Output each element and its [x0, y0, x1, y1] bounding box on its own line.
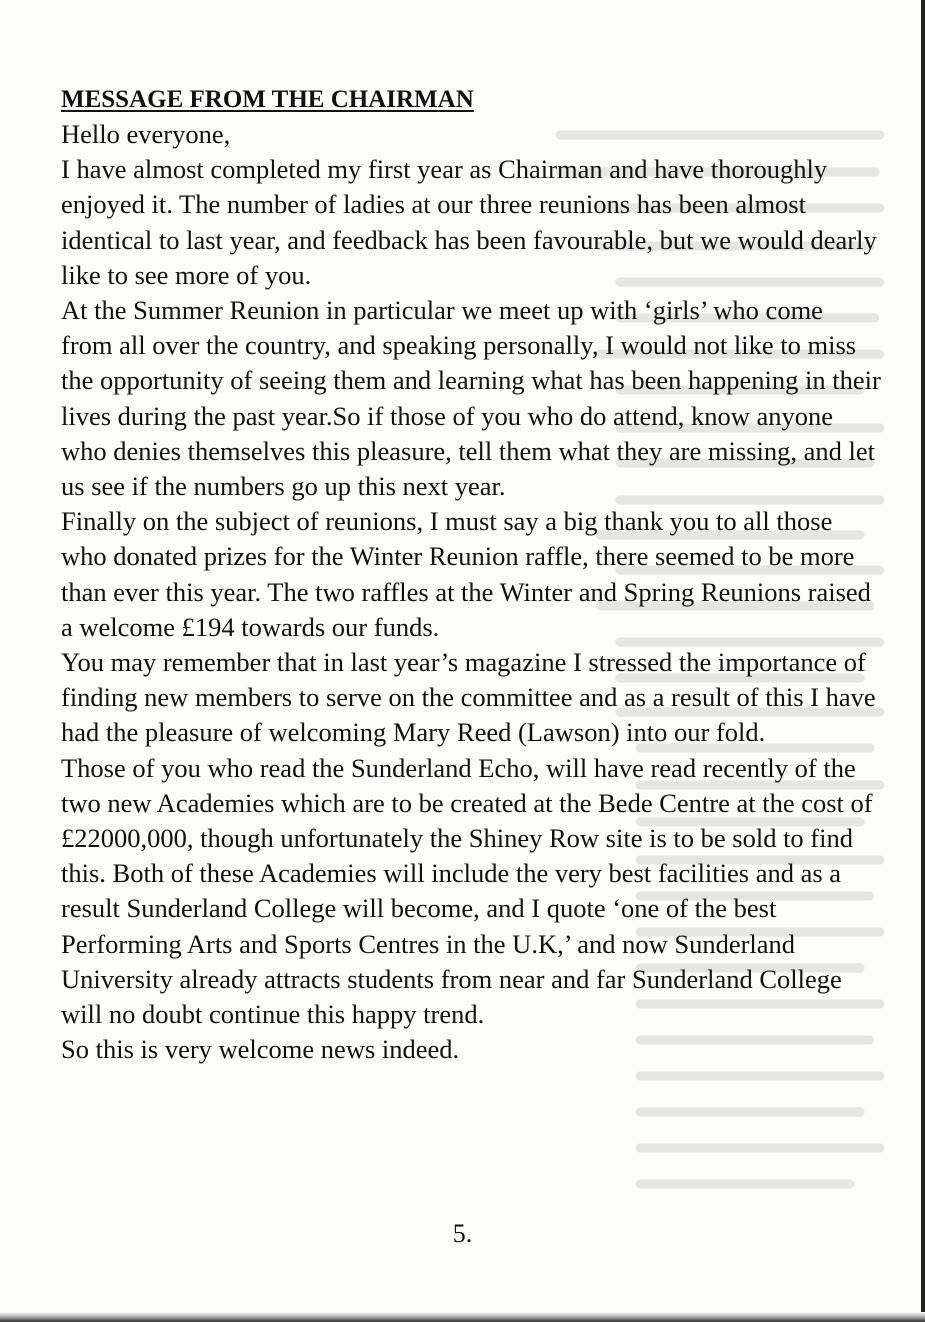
paragraph-first-year: I have almost completed my first year as Chairman and have thoroughly enjoyed it. The number of ladies at our three reunions has been almost identical to last year, and feedback has been favourable, but we would dearly like to see more of you.	[61, 154, 877, 290]
paragraph-committee: You may remember that in last year’s magazine I stressed the importance of finding new members to serve on the committee and as a result of this I have had the pleasure of welcoming Mary Reed (Lawson) into our fold.	[61, 647, 876, 748]
scan-edge-right	[921, 0, 925, 1322]
greeting-line: Hello everyone,	[61, 119, 231, 149]
page-title: MESSAGE FROM THE CHAIRMAN	[61, 86, 474, 113]
scan-edge-bottom	[0, 1312, 925, 1322]
paragraph-closing: So this is very welcome news indeed.	[61, 1034, 460, 1065]
message-body	[61, 82, 881, 1067]
paragraph-summer-reunion: At the Summer Reunion in particular we meet up with ‘girls’ who come from all over the country, and speaking personally, I would not like to miss the opportunity of seeing them and learning what has been happening in their lives during the past year.So if those of you who do attend, know anyone who denies themselves this pleasure, tell them what they are missing, and let us see if the numbers go up this next year.	[61, 295, 881, 502]
page-number: 5.	[452, 1219, 473, 1248]
paragraph-academies: Those of you who read the Sunderland Echo, will have read recently of the two new Academies which are to be created at the Bede Centre at the cost of £22000,000, though unfortunately the Shiney Row site is to be sold to find this. Both of these Academies will include the very best facilities and as a result Sunderland College will become, and I quote ‘one of the best Performing Arts and Sports Centres in the U.K,’ and now Sunderland University already attracts students from near and far Sunderland College will no doubt continue this happy trend.	[61, 752, 873, 1030]
paragraph-raffle: Finally on the subject of reunions, I must say a big thank you to all those who donated prizes for the Winter Reunion raffle, there seemed to be more than ever this year. The two raffles at the Winter and Spring Reunions raised a welcome £194 towards our funds.	[61, 506, 871, 642]
